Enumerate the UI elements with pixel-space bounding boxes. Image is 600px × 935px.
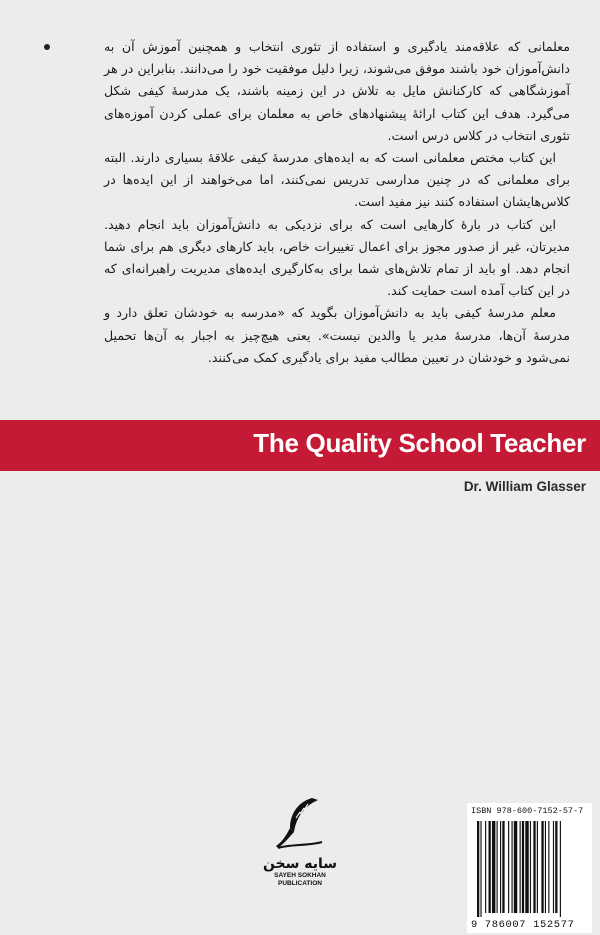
publisher-name-fa: سایه سخن bbox=[262, 856, 338, 872]
decorative-dot bbox=[44, 44, 50, 50]
barcode-icon bbox=[477, 821, 585, 917]
title-band bbox=[0, 420, 600, 471]
back-cover-blurb bbox=[104, 36, 570, 369]
blurb-paragraph: معلم مدرسهٔ کیفی باید به دانش‌آموزان بگوید که «مدرسه به خودشان تعلق دارد و مدرسهٔ آن‌ها، مدرسهٔ مدیر یا والدین نیست». یعنی هیچ‌چیز به اجبار به آن‌ها تحمیل نمی‌شود و خودشان در تعیین مطالب مفید برای یادگیری کمک می‌کنند. bbox=[104, 305, 570, 365]
blurb-paragraph: این کتاب در بارهٔ کارهایی است که برای نزدیکی به دانش‌آموزان باید انجام دهید. مدیرتان، غیر از صدور مجوز برای اعمال تغییرات خاص، باید کارهای دیگری هم برای شما انجام دهد. او باید از تمام تلاش‌های شما برای به‌کارگیری ایده‌های مدیریت راهبرانه‌ای که در این کتاب آمده است حمایت کند. bbox=[104, 216, 570, 299]
quill-pen-icon bbox=[260, 792, 340, 854]
book-title: The Quality School Teacher bbox=[253, 428, 586, 458]
author-name: Dr. William Glasser bbox=[463, 479, 586, 494]
blurb-paragraph: این کتاب مختص معلمانی است که به ایده‌های مدرسهٔ کیفی علاقهٔ بسیاری دارند. البته برای معلمانی که در چنین مدارسی تدریس نمی‌کنند، اما می‌خواهند از این ایده‌ها در کلاس‌هایشان استفاده کنند نیز مفید است. bbox=[104, 150, 570, 210]
publisher-name-en: SAYEH SOKHAN bbox=[274, 872, 326, 879]
publisher-name-en-sub: PUBLICATION bbox=[278, 880, 322, 887]
blurb-paragraph: معلمانی که علاقه‌مند یادگیری و استفاده از تئوری انتخاب و همچنین آموزش آن به دانش‌آموزان خود باشند موفق می‌شوند، زیرا دلیل موفقیت خود را می‌دانند. بنابراین در هر آموزشگاهی که کارکنانش مایل به تلاش در این زمینه باشند، یک مدرسهٔ کیفی شکل می‌گیرد. هدف این کتاب ارائهٔ پیشنهادهای خاص به معلمان برای عملی کردن آموزه‌های تئوری انتخاب در کلاس درس است. bbox=[104, 39, 570, 143]
isbn-digits: 9 786007 152577 bbox=[471, 919, 575, 931]
publisher-logo bbox=[260, 792, 340, 888]
isbn-barcode-block bbox=[467, 803, 592, 933]
isbn-label: ISBN 978-600-7152-57-7 bbox=[471, 806, 584, 816]
